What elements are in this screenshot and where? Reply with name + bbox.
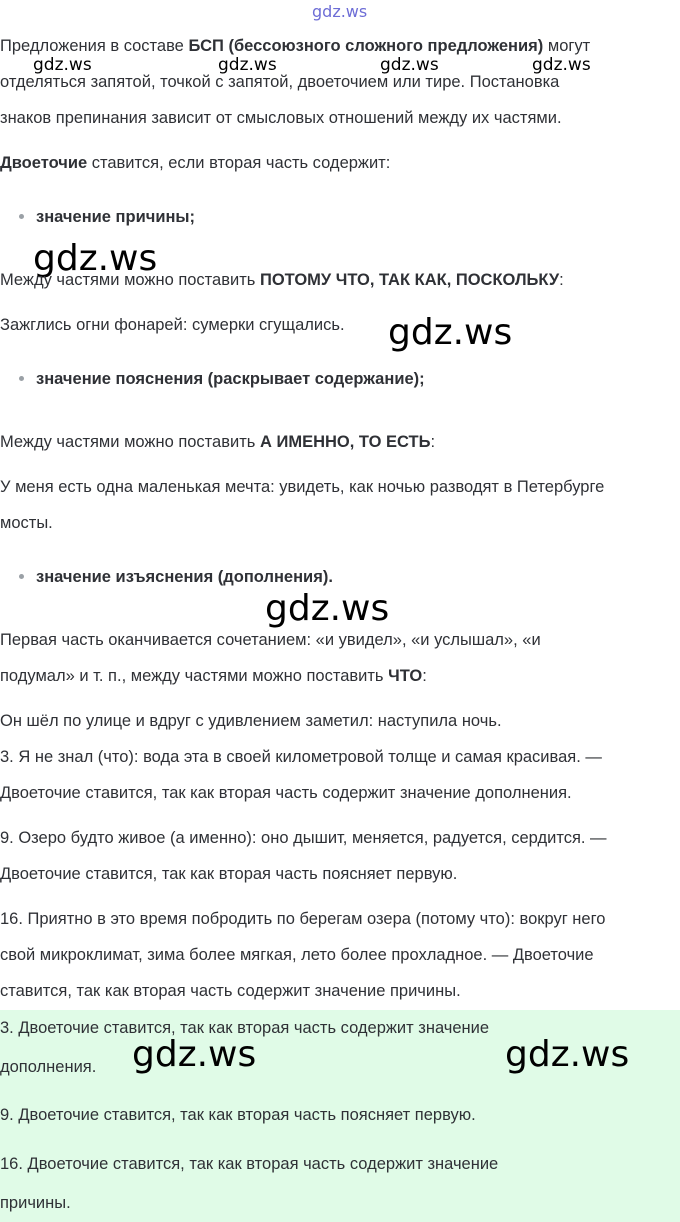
intro-text-end: могут: [543, 37, 591, 55]
case-3-hint-words: ЧТО: [388, 667, 423, 685]
watermark-large-3: gdz.ws: [265, 588, 390, 629]
case-1-hint-text: Между частями можно поставить: [0, 271, 260, 289]
case-3-hint-text: подумал» и т. п., между частями можно поставить: [0, 667, 389, 685]
answer-3-line-2: Двоеточие ставится, так как вторая часть содержит значение дополнения.: [0, 784, 572, 802]
case-3-hint-line-2: [0, 667, 427, 686]
case-1-hint-end: :: [559, 271, 564, 289]
watermark-small-1: gdz.ws: [33, 55, 92, 75]
case-1-hint-words: ПОТОМУ ЧТО, ТАК КАК, ПОСКОЛЬКУ: [259, 271, 560, 289]
case-2-hint: [0, 433, 435, 452]
intro-line-1: [0, 37, 590, 56]
bullet-icon: [19, 376, 24, 381]
case-2-hint-words: А ИМЕННО, ТО ЕСТЬ: [259, 433, 431, 451]
watermark-small-3: gdz.ws: [380, 55, 439, 75]
intro-text: Предложения в составе: [0, 37, 189, 55]
colon-rule-text: ставится, если вторая часть содержит:: [87, 154, 391, 172]
watermark-large-5: gdz.ws: [505, 1034, 630, 1075]
answer-16-line-1: 16. Приятно в это время побродить по берегам озера (потому что): вокруг него: [0, 910, 606, 928]
case-1-bullet: значение причины;: [36, 208, 196, 226]
case-2-example-line-1: У меня есть одна маленькая мечта: увидеть, как ночью разводят в Петербурге: [0, 478, 605, 496]
bullet-icon: [19, 214, 24, 219]
answer-16-line-3: ставится, так как вторая часть содержит значение причины.: [0, 982, 461, 1000]
case-2-bullet: значение пояснения (раскрывает содержание);: [36, 370, 425, 388]
summary-16-line-2: причины.: [0, 1194, 71, 1212]
intro-line-3: знаков препинания зависит от смысловых отношений между их частями.: [0, 109, 562, 127]
case-3-bullet: значение изъяснения (дополнения).: [36, 568, 333, 586]
answer-16-line-2: свой микроклимат, зима более мягкая, лето более прохладное. — Двоеточие: [0, 946, 594, 964]
answer-3-line-1: 3. Я не знал (что): вода эта в своей километровой толще и самая красивая. —: [0, 748, 602, 766]
intro-line-2: отделяться запятой, точкой с запятой, двоеточием или тире. Постановка: [0, 73, 560, 91]
case-1-example: Зажглись огни фонарей: сумерки сгущались.: [0, 316, 345, 334]
watermark-large-1: gdz.ws: [33, 238, 158, 279]
answer-9-line-2: Двоеточие ставится, так как вторая часть поясняет первую.: [0, 865, 458, 883]
case-3-hint-end: :: [422, 667, 427, 685]
case-2-hint-text: Между частями можно поставить: [0, 433, 260, 451]
watermark-small-4: gdz.ws: [532, 55, 591, 75]
watermark-top: gdz.ws: [312, 2, 368, 21]
summary-3-line-2: дополнения.: [0, 1058, 97, 1076]
watermark-small-2: gdz.ws: [218, 55, 277, 75]
intro-term: БСП (бессоюзного сложного предложения): [188, 37, 544, 55]
case-3-hint-line-1: Первая часть оканчивается сочетанием: «и увидел», «и услышал», «и: [0, 631, 541, 649]
summary-3-line-1: 3. Двоеточие ставится, так как вторая часть содержит значение: [0, 1019, 490, 1037]
summary-9: 9. Двоеточие ставится, так как вторая часть поясняет первую.: [0, 1106, 476, 1124]
colon-rule: [0, 154, 390, 173]
bullet-icon: [19, 574, 24, 579]
case-1-hint: [0, 271, 564, 290]
watermark-large-2: gdz.ws: [388, 312, 513, 353]
summary-16-line-1: 16. Двоеточие ставится, так как вторая часть содержит значение: [0, 1155, 499, 1173]
case-2-hint-end: :: [430, 433, 436, 451]
watermark-large-4: gdz.ws: [132, 1034, 257, 1075]
colon-rule-term: Двоеточие: [0, 154, 88, 172]
case-2-example-line-2: мосты.: [0, 514, 53, 532]
answer-9-line-1: 9. Озеро будто живое (а именно): оно дышит, меняется, радуется, сердится. —: [0, 829, 607, 847]
case-3-example: Он шёл по улице и вдруг с удивлением заметил: наступила ночь.: [0, 712, 502, 730]
